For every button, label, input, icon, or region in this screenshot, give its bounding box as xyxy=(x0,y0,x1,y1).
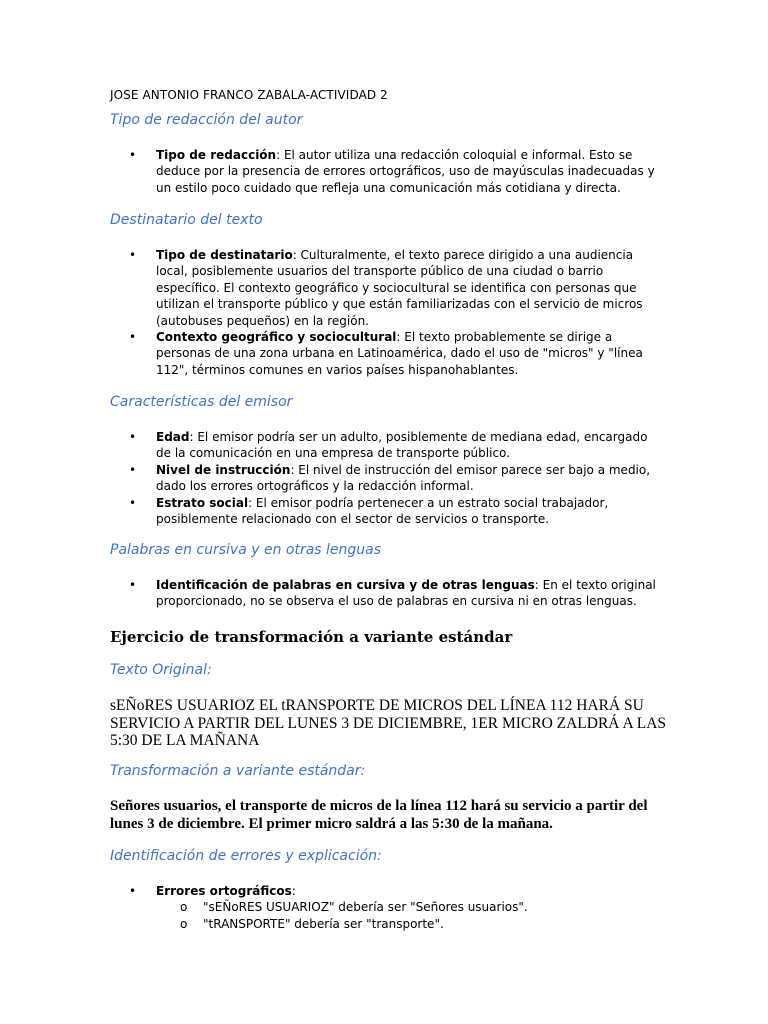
sub-bullet-glyph: o xyxy=(180,900,188,914)
list-tipo-redaccion xyxy=(0,147,768,196)
error-item: "tRANSPORTE" debería ser "transporte". xyxy=(203,917,444,931)
item-text: : El texto probablemente se dirige a personas de una zona urbana en Latinoamérica, dado el uso de "micros" y "línea 112", términos comunes en varios países hispanohablantes. xyxy=(156,330,643,377)
bullet-glyph: • xyxy=(129,148,137,162)
item-text: : El emisor podría ser un adulto, posiblemente de mediana edad, encargado de la comunicación en una empresa de transporte público. xyxy=(156,430,648,461)
heading-tipo-redaccion: Tipo de redacción del autor xyxy=(110,112,303,128)
bullet-glyph: • xyxy=(129,430,137,444)
item-term: Nivel de instrucción xyxy=(156,462,291,477)
list-destinatario xyxy=(0,247,768,378)
list-item xyxy=(0,462,768,495)
item-term: Tipo de redacción xyxy=(156,148,277,162)
exercise-title: Ejercicio de transformación a variante estándar xyxy=(110,628,513,646)
list-item xyxy=(0,247,768,329)
standard-text: Señores usuarios, el transporte de micros de la línea 112 hará su servicio a partir del lunes 3 de diciembre. El primer micro saldrá a las 5:30 de la mañana. xyxy=(110,798,648,832)
heading-destinatario: Destinatario del texto xyxy=(110,212,263,228)
bullet-glyph: • xyxy=(129,248,137,262)
sub-list-item xyxy=(0,917,768,933)
item-term: Estrato social xyxy=(156,495,249,510)
list-errores xyxy=(0,883,768,899)
item-text: : En el texto original proporcionado, no se observa el uso de palabras en cursiva ni en otras lenguas. xyxy=(156,578,656,609)
original-text: sEÑoRES USUARIOZ EL tRANSPORTE DE MICROS DEL LÍNEA 112 HARÁ SU SERVICIO A PARTIR DEL LUNES 3 DE DICIEMBRE, 1ER MICRO ZALDRÁ A LAS 5:30 DE LA MAÑANA xyxy=(110,697,667,749)
item-term: Edad xyxy=(156,430,190,444)
list-palabras-cursiva xyxy=(0,577,768,610)
item-text: : El emisor podría pertenecer a un estrato social trabajador, posiblemente relacionado con el sector de servicios o transporte. xyxy=(156,495,609,527)
bullet-glyph: • xyxy=(129,462,137,477)
heading-palabras-cursiva: Palabras en cursiva y en otras lenguas xyxy=(110,542,382,558)
list-item xyxy=(0,495,768,528)
sub-list-item xyxy=(0,900,768,916)
item-term: Tipo de destinatario xyxy=(156,248,293,262)
list-item xyxy=(0,147,768,196)
item-text: : El autor utiliza una redacción coloquial e informal. Esto se deduce por la presencia de errores ortográficos, uso de mayúsculas inadecuadas y un estilo poco cuidado que refleja una comunicación más cotidiana y directa. xyxy=(156,148,655,195)
list-item xyxy=(0,883,768,899)
bullet-glyph: • xyxy=(129,884,137,898)
heading-errores: Identificación de errores y explicación: xyxy=(110,848,382,864)
item-text: : El nivel de instrucción del emisor parece ser bajo a medio, dado los errores ortográficos y la redacción informal. xyxy=(156,462,651,494)
error-item: "sEÑoRES USUARIOZ" debería ser "Señores usuarios". xyxy=(203,900,528,914)
list-item xyxy=(0,329,768,378)
bullet-glyph: • xyxy=(129,578,137,592)
author-line: JOSE ANTONIO FRANCO ZABALA-ACTIVIDAD 2 xyxy=(110,88,388,102)
item-term: Identificación de palabras en cursiva y de otras lenguas xyxy=(156,578,535,592)
heading-transformacion: Transformación a variante estándar: xyxy=(110,763,366,779)
item-text: : Culturalmente, el texto parece dirigido a una audiencia local, posiblemente usuarios del transporte público de una ciudad o barrio específico. El contexto geográfico y sociocultural se identifica con personas que utilizan el transporte público y que están familiarizadas con el servicio de micros (autobuses pequeños) en la región. xyxy=(156,248,643,328)
errors-colon: : xyxy=(291,884,296,898)
list-item xyxy=(0,429,768,462)
heading-caracteristicas: Características del emisor xyxy=(110,394,293,410)
list-item xyxy=(0,577,768,610)
list-caracteristicas xyxy=(0,429,768,527)
bullet-glyph: • xyxy=(129,495,137,510)
sub-bullet-glyph: o xyxy=(180,917,188,931)
item-term: Contexto geográfico y sociocultural xyxy=(156,330,397,345)
heading-texto-original: Texto Original: xyxy=(110,662,212,678)
bullet-glyph: • xyxy=(129,330,137,345)
errors-label: Errores ortográficos xyxy=(156,884,292,898)
